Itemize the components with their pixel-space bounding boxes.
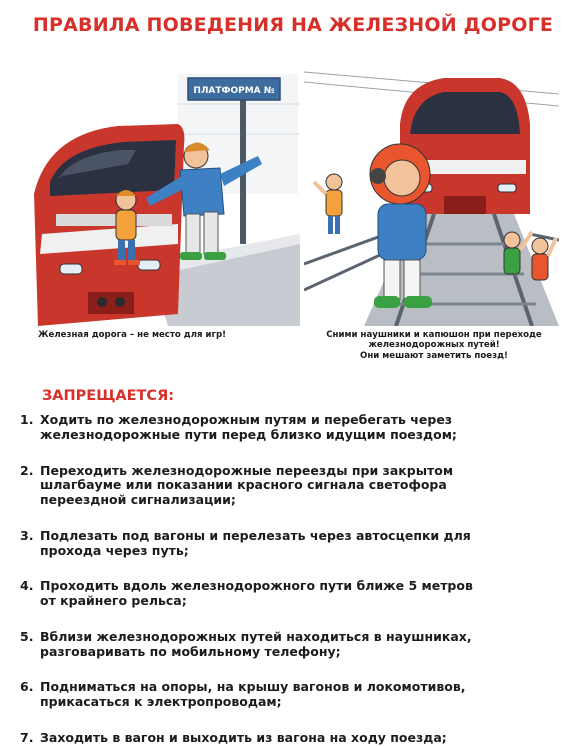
caption-right-line: Они мешают заметить поезд!: [360, 350, 508, 361]
rule-item: [20, 680, 568, 710]
rule-item: [20, 630, 568, 660]
rules-list: [20, 413, 568, 746]
caption-right-line: железнодорожных путей!: [368, 340, 500, 351]
rule-line: Подниматься на опоры, на крышу вагонов и локомотивов,: [40, 679, 466, 695]
rule-line: шлагбауме или показании красного сигнала светофора: [40, 477, 447, 493]
rule-line: прикасаться к электропроводам;: [40, 694, 282, 709]
platform-sign-text: ПЛАТФОРМА №: [193, 86, 275, 96]
rule-item: [20, 579, 568, 609]
train-platform-illustration: [28, 64, 300, 326]
rule-item: [20, 413, 568, 443]
rule-number: 1.: [20, 412, 34, 427]
rule-line: от крайнего рельса;: [40, 593, 187, 608]
rule-item: [20, 731, 568, 746]
rule-number: 2.: [20, 462, 34, 478]
section-title: ЗАПРЕЩАЕТСЯ:: [42, 388, 175, 404]
rule-line: Вблизи железнодорожных путей находиться в наушниках,: [40, 628, 472, 644]
illustration-right: [304, 64, 559, 326]
train-tracks-illustration: [304, 64, 559, 326]
rule-number: 4.: [20, 578, 34, 594]
rule-number: 5.: [20, 628, 34, 644]
headphones-icon: [370, 168, 386, 184]
rule-line: Заходить в вагон и выходить из вагона на ходу поезда;: [40, 729, 447, 745]
rule-item: [20, 529, 568, 559]
page-title: ПРАВИЛА ПОВЕДЕНИЯ НА ЖЕЛЕЗНОЙ ДОРОГЕ: [32, 14, 554, 36]
rule-line: разговаривать по мобильному телефону;: [40, 643, 341, 659]
rule-number: 3.: [20, 527, 34, 543]
illustration-left: [28, 64, 300, 326]
rule-line: переездной сигнализации;: [40, 492, 236, 507]
caption-right-line: Сними наушники и капюшон при переходе: [326, 330, 542, 340]
rule-number: 7.: [20, 729, 34, 745]
rule-item: [20, 464, 568, 508]
caption-right: [304, 330, 564, 361]
rule-line: Переходить железнодорожные переезды при закрытом: [40, 462, 454, 478]
rule-line: железнодорожные пути перед близко идущим поездом;: [40, 426, 457, 442]
rule-line: Проходить вдоль железнодорожного пути ближе 5 метров: [40, 578, 473, 594]
rule-line: Подлезать под вагоны и перелезать через автосцепки для: [40, 527, 471, 543]
rule-line: Ходить по железнодорожным путям и перебегать через: [40, 412, 453, 427]
caption-left: Железная дорога – не место для игр!: [38, 330, 227, 340]
rule-line: прохода через путь;: [40, 542, 189, 558]
rule-number: 6.: [20, 679, 34, 695]
